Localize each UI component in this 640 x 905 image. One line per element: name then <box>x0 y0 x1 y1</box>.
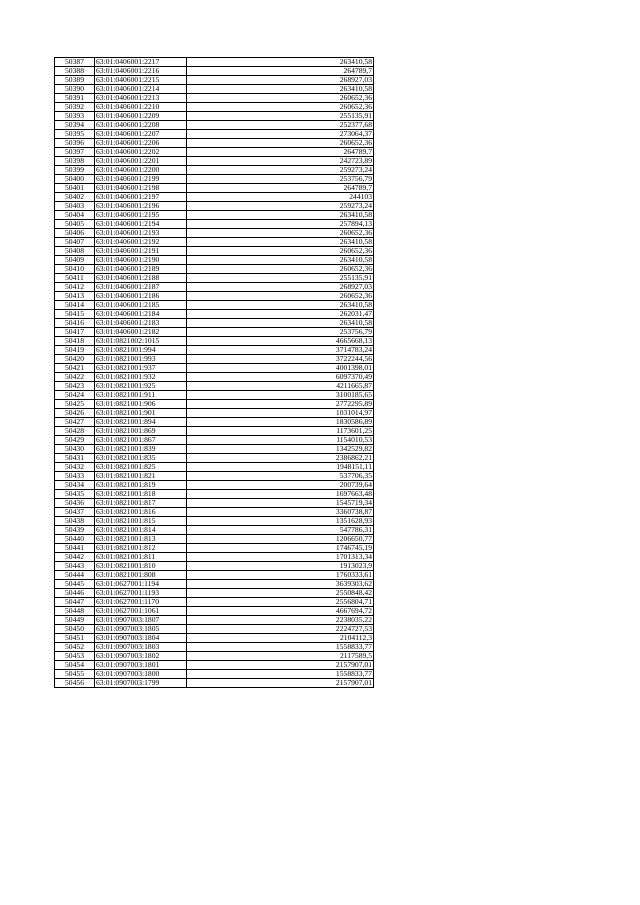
table-row <box>55 580 374 589</box>
cadastral-number-cell: 63:01:0821001:811 <box>95 553 187 562</box>
value-cell: 1031014,97 <box>187 409 374 418</box>
table-row <box>55 499 374 508</box>
value-cell: 1154010,53 <box>187 436 374 445</box>
row-number-cell: 50405 <box>55 220 95 229</box>
cadastral-number-cell: 63:01:0821001:993 <box>95 355 187 364</box>
row-number-cell: 50450 <box>55 625 95 634</box>
cadastral-number-cell: 63:01:0821001:925 <box>95 382 187 391</box>
value-cell: 1558833,77 <box>187 643 374 652</box>
table-row <box>55 427 374 436</box>
value-cell: 273064,37 <box>187 130 374 139</box>
row-number-cell: 50426 <box>55 409 95 418</box>
row-number-cell: 50447 <box>55 598 95 607</box>
row-number-cell: 50429 <box>55 436 95 445</box>
row-number-cell: 50417 <box>55 328 95 337</box>
cadastral-number-cell: 63:01:0406001:2197 <box>95 193 187 202</box>
value-cell: 2157907,01 <box>187 661 374 670</box>
row-number-cell: 50439 <box>55 526 95 535</box>
row-number-cell: 50397 <box>55 148 95 157</box>
row-number-cell: 50425 <box>55 400 95 409</box>
table-row <box>55 256 374 265</box>
cadastral-number-cell: 63:01:0406001:2185 <box>95 301 187 310</box>
value-cell: 260652,36 <box>187 247 374 256</box>
table-row <box>55 472 374 481</box>
row-number-cell: 50391 <box>55 94 95 103</box>
table-row <box>55 166 374 175</box>
table-row <box>55 148 374 157</box>
table-row <box>55 634 374 643</box>
table-row <box>55 211 374 220</box>
cadastral-number-cell: 63:01:0907003:1799 <box>95 679 187 688</box>
table-row <box>55 85 374 94</box>
cadastral-number-cell: 63:01:0406001:2194 <box>95 220 187 229</box>
value-cell: 2224727,53 <box>187 625 374 634</box>
value-cell: 3639303,62 <box>187 580 374 589</box>
value-cell: 3100185,65 <box>187 391 374 400</box>
value-cell: 4667694,72 <box>187 607 374 616</box>
cadastral-number-cell: 63:01:0406001:2189 <box>95 265 187 274</box>
table-row <box>55 94 374 103</box>
value-cell: 1701313,34 <box>187 553 374 562</box>
table-row <box>55 625 374 634</box>
value-cell: 244103 <box>187 193 374 202</box>
value-cell: 260652,36 <box>187 94 374 103</box>
table-row <box>55 418 374 427</box>
row-number-cell: 50406 <box>55 229 95 238</box>
row-number-cell: 50431 <box>55 454 95 463</box>
row-number-cell: 50453 <box>55 652 95 661</box>
cadastral-number-cell: 63:01:0406001:2217 <box>95 58 187 67</box>
cadastral-number-cell: 63:01:0627001:1170 <box>95 598 187 607</box>
cadastral-number-cell: 63:01:0821001:825 <box>95 463 187 472</box>
cadastral-number-cell: 63:01:0406001:2192 <box>95 238 187 247</box>
value-cell: 263410,58 <box>187 238 374 247</box>
row-number-cell: 50442 <box>55 553 95 562</box>
row-number-cell: 50440 <box>55 535 95 544</box>
cadastral-number-cell: 63:01:0907003:1800 <box>95 670 187 679</box>
row-number-cell: 50423 <box>55 382 95 391</box>
value-cell: 3360738,87 <box>187 508 374 517</box>
cadastral-number-cell: 63:01:0627001:1061 <box>95 607 187 616</box>
row-number-cell: 50430 <box>55 445 95 454</box>
value-cell: 4001398,01 <box>187 364 374 373</box>
value-cell: 260652,36 <box>187 229 374 238</box>
table-row <box>55 454 374 463</box>
cadastral-number-cell: 63:01:0821001:816 <box>95 508 187 517</box>
row-number-cell: 50435 <box>55 490 95 499</box>
table-row <box>55 679 374 688</box>
table-row <box>55 517 374 526</box>
cadastral-number-cell: 63:01:0821002:1015 <box>95 337 187 346</box>
value-cell: 253756,79 <box>187 175 374 184</box>
row-number-cell: 50416 <box>55 319 95 328</box>
table-row <box>55 391 374 400</box>
row-number-cell: 50437 <box>55 508 95 517</box>
value-cell: 2556804,71 <box>187 598 374 607</box>
row-number-cell: 50433 <box>55 472 95 481</box>
value-cell: 263410,58 <box>187 256 374 265</box>
row-number-cell: 50390 <box>55 85 95 94</box>
row-number-cell: 50407 <box>55 238 95 247</box>
value-cell: 2550848,42 <box>187 589 374 598</box>
value-cell: 255135,91 <box>187 274 374 283</box>
row-number-cell: 50454 <box>55 661 95 670</box>
table-row <box>55 373 374 382</box>
table-body <box>55 58 374 688</box>
row-number-cell: 50455 <box>55 670 95 679</box>
cadastral-number-cell: 63:01:0821001:901 <box>95 409 187 418</box>
value-cell: 537706,35 <box>187 472 374 481</box>
table-row <box>55 310 374 319</box>
table-row <box>55 58 374 67</box>
row-number-cell: 50412 <box>55 283 95 292</box>
cadastral-number-cell: 63:01:0406001:2184 <box>95 310 187 319</box>
row-number-cell: 50395 <box>55 130 95 139</box>
table-row <box>55 157 374 166</box>
value-cell: 264789,7 <box>187 148 374 157</box>
table-row <box>55 436 374 445</box>
table-row <box>55 67 374 76</box>
row-number-cell: 50389 <box>55 76 95 85</box>
cadastral-number-cell: 63:01:0907003:1807 <box>95 616 187 625</box>
cadastral-number-cell: 63:01:0406001:2216 <box>95 67 187 76</box>
cadastral-number-cell: 63:01:0406001:2190 <box>95 256 187 265</box>
value-cell: 2386862,21 <box>187 454 374 463</box>
value-cell: 262031,47 <box>187 310 374 319</box>
table-row <box>55 337 374 346</box>
table-row <box>55 103 374 112</box>
value-cell: 200739,64 <box>187 481 374 490</box>
cadastral-number-cell: 63:01:0627001:1194 <box>95 580 187 589</box>
value-cell: 263410,58 <box>187 301 374 310</box>
cadastral-number-cell: 63:01:0406001:2201 <box>95 157 187 166</box>
value-cell: 1351628,93 <box>187 517 374 526</box>
spreadsheet <box>54 57 374 688</box>
row-number-cell: 50432 <box>55 463 95 472</box>
value-cell: 252377,68 <box>187 121 374 130</box>
value-cell: 263410,58 <box>187 211 374 220</box>
value-cell: 547786,31 <box>187 526 374 535</box>
value-cell: 257894,13 <box>187 220 374 229</box>
table-row <box>55 409 374 418</box>
cadastral-number-cell: 63:01:0907003:1805 <box>95 625 187 634</box>
value-cell: 242723,89 <box>187 157 374 166</box>
row-number-cell: 50445 <box>55 580 95 589</box>
cadastral-number-cell: 63:01:0821001:894 <box>95 418 187 427</box>
cadastral-number-cell: 63:01:0406001:2186 <box>95 292 187 301</box>
value-cell: 1830586,89 <box>187 418 374 427</box>
value-cell: 2117589,5 <box>187 652 374 661</box>
cadastral-number-cell: 63:01:0821001:818 <box>95 490 187 499</box>
cadastral-number-cell: 63:01:0406001:2215 <box>95 76 187 85</box>
table-row <box>55 535 374 544</box>
value-cell: 1558833,77 <box>187 670 374 679</box>
table-row <box>55 571 374 580</box>
table-row <box>55 445 374 454</box>
table-row <box>55 319 374 328</box>
table-row <box>55 364 374 373</box>
value-cell: 253756,79 <box>187 328 374 337</box>
value-cell: 1948151,11 <box>187 463 374 472</box>
row-number-cell: 50438 <box>55 517 95 526</box>
row-number-cell: 50448 <box>55 607 95 616</box>
table-row <box>55 121 374 130</box>
cadastral-number-cell: 63:01:0907003:1803 <box>95 643 187 652</box>
table-row <box>55 130 374 139</box>
cadastral-number-cell: 63:01:0821001:994 <box>95 346 187 355</box>
table-row <box>55 247 374 256</box>
table-row <box>55 283 374 292</box>
cadastral-number-cell: 63:01:0406001:2188 <box>95 274 187 283</box>
table-row <box>55 175 374 184</box>
value-cell: 264789,7 <box>187 67 374 76</box>
row-number-cell: 50449 <box>55 616 95 625</box>
value-cell: 3714783,24 <box>187 346 374 355</box>
value-cell: 1545719,34 <box>187 499 374 508</box>
cadastral-number-cell: 63:01:0821001:808 <box>95 571 187 580</box>
cadastral-number-cell: 63:01:0821001:911 <box>95 391 187 400</box>
table-row <box>55 526 374 535</box>
table-row <box>55 670 374 679</box>
value-cell: 6097370,49 <box>187 373 374 382</box>
row-number-cell: 50446 <box>55 589 95 598</box>
table-row <box>55 112 374 121</box>
row-number-cell: 50408 <box>55 247 95 256</box>
cadastral-number-cell: 63:01:0821001:815 <box>95 517 187 526</box>
value-cell: 264789,7 <box>187 184 374 193</box>
row-number-cell: 50434 <box>55 481 95 490</box>
table-row <box>55 328 374 337</box>
row-number-cell: 50401 <box>55 184 95 193</box>
row-number-cell: 50394 <box>55 121 95 130</box>
row-number-cell: 50419 <box>55 346 95 355</box>
row-number-cell: 50393 <box>55 112 95 121</box>
value-cell: 255135,91 <box>187 112 374 121</box>
table-row <box>55 382 374 391</box>
table-row <box>55 274 374 283</box>
cadastral-number-cell: 63:01:0406001:2187 <box>95 283 187 292</box>
table-row <box>55 598 374 607</box>
table-row <box>55 139 374 148</box>
cadastral-number-cell: 63:01:0406001:2196 <box>95 202 187 211</box>
cadastral-number-cell: 63:01:0821001:839 <box>95 445 187 454</box>
table-row <box>55 355 374 364</box>
row-number-cell: 50411 <box>55 274 95 283</box>
cadastral-number-cell: 63:01:0821001:819 <box>95 481 187 490</box>
value-cell: 3722244,56 <box>187 355 374 364</box>
row-number-cell: 50402 <box>55 193 95 202</box>
row-number-cell: 50387 <box>55 58 95 67</box>
row-number-cell: 50421 <box>55 364 95 373</box>
cadastral-number-cell: 63:01:0406001:2182 <box>95 328 187 337</box>
cadastral-number-cell: 63:01:0821001:810 <box>95 562 187 571</box>
table-row <box>55 562 374 571</box>
row-number-cell: 50420 <box>55 355 95 364</box>
table-row <box>55 265 374 274</box>
cadastral-number-cell: 63:01:0406001:2191 <box>95 247 187 256</box>
cadastral-number-cell: 63:01:0821001:932 <box>95 373 187 382</box>
table-row <box>55 508 374 517</box>
cadastral-number-cell: 63:01:0821001:869 <box>95 427 187 436</box>
row-number-cell: 50414 <box>55 301 95 310</box>
cadastral-number-cell: 63:01:0406001:2214 <box>95 85 187 94</box>
table-row <box>55 184 374 193</box>
cadastral-number-cell: 63:01:0821001:906 <box>95 400 187 409</box>
value-cell: 2157907,01 <box>187 679 374 688</box>
value-cell: 1913023,9 <box>187 562 374 571</box>
table-row <box>55 553 374 562</box>
row-number-cell: 50400 <box>55 175 95 184</box>
cadastral-number-cell: 63:01:0821001:813 <box>95 535 187 544</box>
table-row <box>55 220 374 229</box>
table-row <box>55 589 374 598</box>
table-row <box>55 193 374 202</box>
row-number-cell: 50388 <box>55 67 95 76</box>
table-row <box>55 490 374 499</box>
cadastral-number-cell: 63:01:0821001:835 <box>95 454 187 463</box>
value-cell: 4211665,87 <box>187 382 374 391</box>
cadastral-number-cell: 63:01:0406001:2210 <box>95 103 187 112</box>
cadastral-number-cell: 63:01:0821001:867 <box>95 436 187 445</box>
row-number-cell: 50403 <box>55 202 95 211</box>
cadastral-number-cell: 63:01:0406001:2207 <box>95 130 187 139</box>
row-number-cell: 50404 <box>55 211 95 220</box>
row-number-cell: 50418 <box>55 337 95 346</box>
row-number-cell: 50409 <box>55 256 95 265</box>
value-cell: 259273,24 <box>187 202 374 211</box>
row-number-cell: 50444 <box>55 571 95 580</box>
value-cell: 1746745,19 <box>187 544 374 553</box>
table-row <box>55 76 374 85</box>
value-cell: 2104112,3 <box>187 634 374 643</box>
row-number-cell: 50398 <box>55 157 95 166</box>
row-number-cell: 50424 <box>55 391 95 400</box>
table-row <box>55 616 374 625</box>
cadastral-number-cell: 63:01:0907003:1801 <box>95 661 187 670</box>
table-row <box>55 346 374 355</box>
row-number-cell: 50392 <box>55 103 95 112</box>
table-row <box>55 643 374 652</box>
cadastral-number-cell: 63:01:0406001:2208 <box>95 121 187 130</box>
cadastral-number-cell: 63:01:0406001:2200 <box>95 166 187 175</box>
cadastral-number-cell: 63:01:0406001:2202 <box>95 148 187 157</box>
table-row <box>55 652 374 661</box>
cadastral-number-cell: 63:01:0907003:1802 <box>95 652 187 661</box>
cadastral-number-cell: 63:01:0406001:2206 <box>95 139 187 148</box>
table-row <box>55 661 374 670</box>
table-row <box>55 202 374 211</box>
value-cell: 263410,58 <box>187 85 374 94</box>
value-cell: 2238035,22 <box>187 616 374 625</box>
value-cell: 1173601,25 <box>187 427 374 436</box>
row-number-cell: 50396 <box>55 139 95 148</box>
row-number-cell: 50452 <box>55 643 95 652</box>
row-number-cell: 50427 <box>55 418 95 427</box>
cadastral-number-cell: 63:01:0907003:1804 <box>95 634 187 643</box>
cadastral-number-cell: 63:01:0406001:2193 <box>95 229 187 238</box>
value-cell: 1697663,48 <box>187 490 374 499</box>
cadastral-number-cell: 63:01:0406001:2209 <box>95 112 187 121</box>
table-row <box>55 238 374 247</box>
row-number-cell: 50456 <box>55 679 95 688</box>
cadastral-number-cell: 63:01:0406001:2213 <box>95 94 187 103</box>
row-number-cell: 50443 <box>55 562 95 571</box>
table-row <box>55 544 374 553</box>
table-row <box>55 301 374 310</box>
value-cell: 259273,24 <box>187 166 374 175</box>
cadastral-number-cell: 63:01:0406001:2198 <box>95 184 187 193</box>
row-number-cell: 50436 <box>55 499 95 508</box>
value-cell: 2772295,89 <box>187 400 374 409</box>
cadastral-number-cell: 63:01:0406001:2195 <box>95 211 187 220</box>
value-cell: 4665668,13 <box>187 337 374 346</box>
table-row <box>55 229 374 238</box>
table-row <box>55 481 374 490</box>
row-number-cell: 50422 <box>55 373 95 382</box>
cadastral-number-cell: 63:01:0406001:2199 <box>95 175 187 184</box>
value-cell: 263410,58 <box>187 58 374 67</box>
table-row <box>55 292 374 301</box>
table-row <box>55 607 374 616</box>
row-number-cell: 50410 <box>55 265 95 274</box>
cadastral-number-cell: 63:01:0821001:817 <box>95 499 187 508</box>
cadastral-number-cell: 63:01:0821001:812 <box>95 544 187 553</box>
value-cell: 260652,36 <box>187 103 374 112</box>
value-cell: 268927,03 <box>187 76 374 85</box>
row-number-cell: 50413 <box>55 292 95 301</box>
row-number-cell: 50415 <box>55 310 95 319</box>
cadastral-number-cell: 63:01:0821001:814 <box>95 526 187 535</box>
cadastral-number-cell: 63:01:0406001:2183 <box>95 319 187 328</box>
value-cell: 268927,03 <box>187 283 374 292</box>
row-number-cell: 50428 <box>55 427 95 436</box>
cadastral-number-cell: 63:01:0821001:821 <box>95 472 187 481</box>
value-cell: 1342529,82 <box>187 445 374 454</box>
row-number-cell: 50451 <box>55 634 95 643</box>
row-number-cell: 50441 <box>55 544 95 553</box>
table-row <box>55 400 374 409</box>
value-cell: 260652,36 <box>187 292 374 301</box>
value-cell: 263410,58 <box>187 319 374 328</box>
cadastral-number-cell: 63:01:0821001:937 <box>95 364 187 373</box>
value-cell: 260652,36 <box>187 139 374 148</box>
data-table <box>54 57 374 688</box>
table-row <box>55 463 374 472</box>
value-cell: 260652,36 <box>187 265 374 274</box>
value-cell: 1206650,77 <box>187 535 374 544</box>
cadastral-number-cell: 63:01:0627001:1193 <box>95 589 187 598</box>
value-cell: 1760333,61 <box>187 571 374 580</box>
row-number-cell: 50399 <box>55 166 95 175</box>
